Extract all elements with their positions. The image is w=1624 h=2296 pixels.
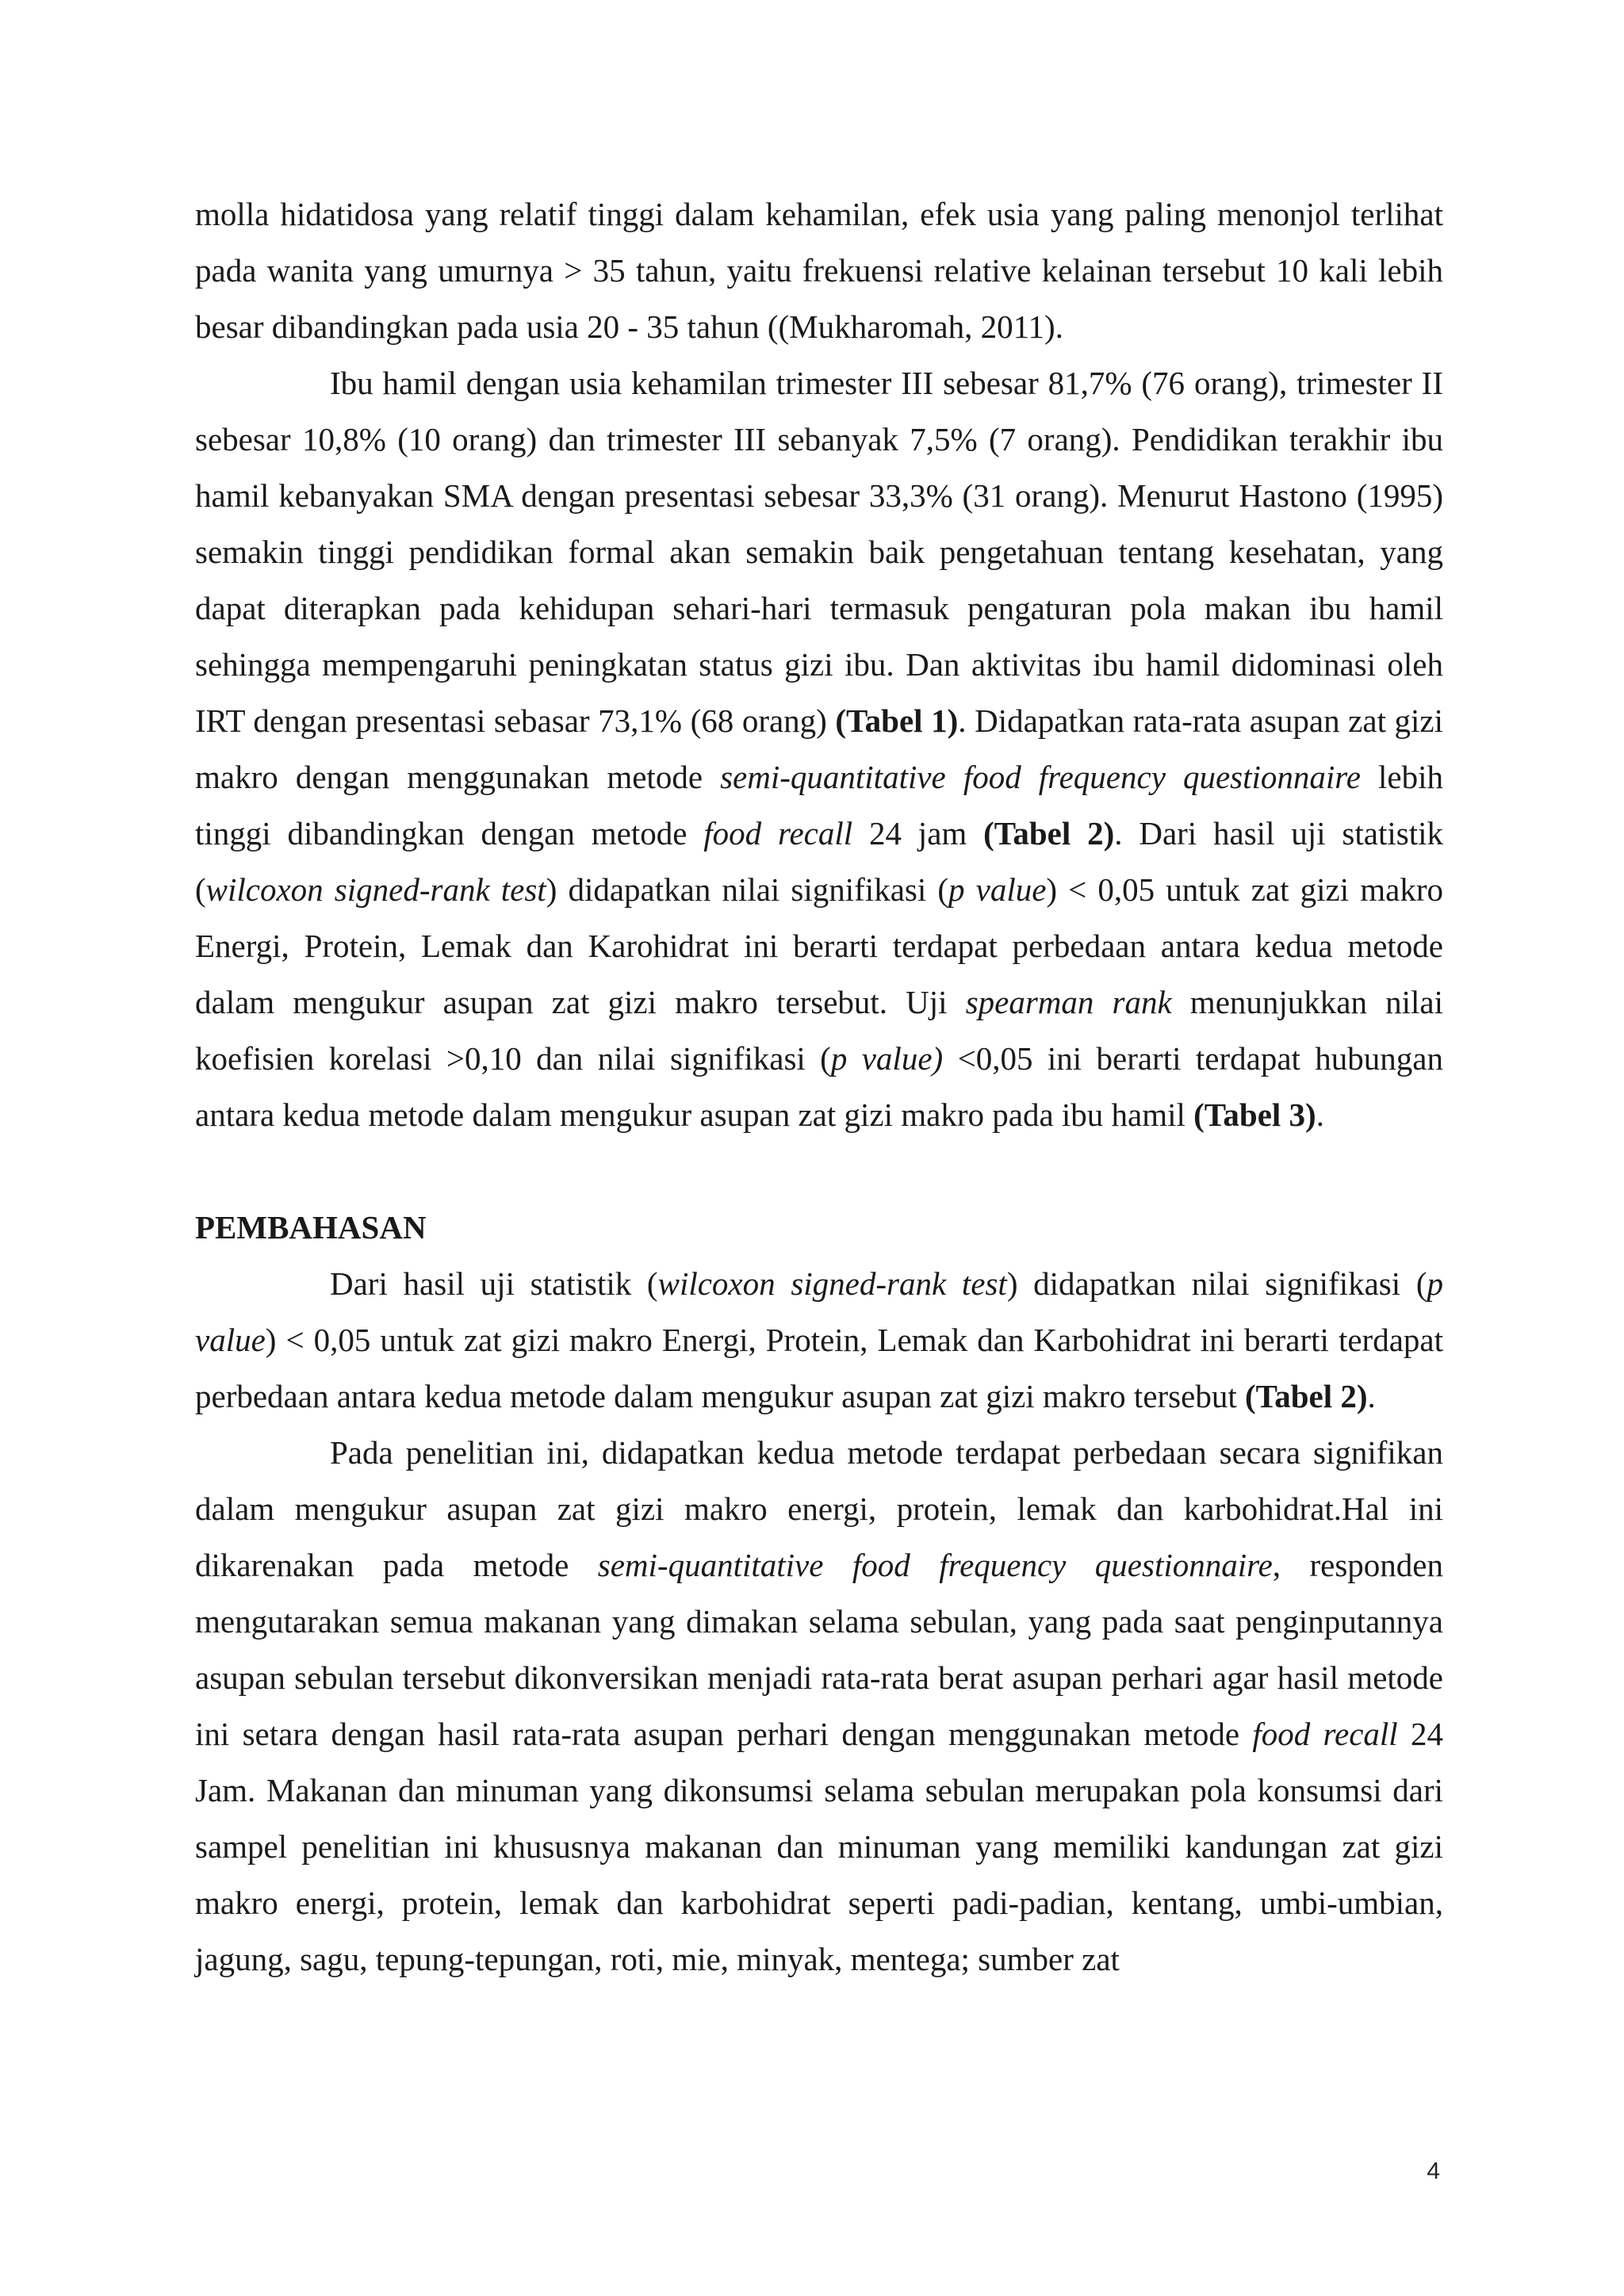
text-run: Ibu hamil dengan usia kehamilan trimester III sebesar 81,7% (76 orang), trimester II sebesar 10,8% (10 orang) dan trimester III sebanyak 7,5% (7 orang). Pendidikan terakhir ibu hamil kebanyakan SMA dengan presentasi sebesar 33,3% (31 orang). Menurut Hastono (1995) semakin tinggi pendidikan formal akan semakin baik pengetahuan tentang kesehatan, yang dapat diterapkan pada kehidupan sehari-hari termasuk pengaturan pola makan ibu hamil sehingga mempengaruhi peningkatan status gizi ibu. Dan aktivitas ibu hamil didominasi oleh IRT dengan presentasi sebasar 73,1% (68 orang) xyxy=(195,365,1443,739)
paragraph-discussion-2 xyxy=(195,1425,1443,1988)
text-run: Dari hasil uji statistik ( xyxy=(330,1265,658,1302)
text-run: ) didapatkan nilai signifikasi ( xyxy=(546,871,949,908)
text-run: ) < 0,05 untuk zat gizi makro Energi, Protein, Lemak dan Karbohidrat ini berarti terdapat perbedaan antara kedua metode dalam mengukur asupan zat gizi makro tersebut xyxy=(195,1322,1443,1414)
text-run: ) didapatkan nilai signifikasi ( xyxy=(1006,1265,1427,1302)
text-run: . xyxy=(1367,1378,1376,1414)
page-body xyxy=(195,186,1443,1988)
table-reference: (Tabel 1) xyxy=(835,702,959,739)
text-run: Pada penelitian ini, didapatkan kedua metode terdapat perbedaan secara signifikan dalam mengukur asupan zat gizi makro energi, protein, lemak dan karbohidrat.Hal ini dikarenakan pada metode xyxy=(195,1434,1443,1583)
italic-term: food recall xyxy=(1252,1716,1398,1752)
italic-term: p value xyxy=(948,871,1047,908)
paragraph-intro-continuation xyxy=(195,186,1443,355)
page-number: 4 xyxy=(1427,2158,1440,2184)
text-run: . Didapatkan rata-rata asupan zat gizi makro dengan menggunakan metode xyxy=(195,702,1444,795)
italic-term: spearman rank xyxy=(965,984,1172,1020)
italic-term: wilcoxon signed-rank test xyxy=(657,1265,1007,1302)
italic-term: semi-quantitative food frequency questionnaire xyxy=(597,1547,1273,1583)
text-run: menunjukkan nilai koefisien korelasi >0,10 dan nilai signifikasi ( xyxy=(195,984,1443,1077)
text-run: <0,05 ini berarti terdapat hubungan antara kedua metode dalam mengukur asupan zat gizi makro pada ibu hamil xyxy=(195,1040,1443,1133)
text-run: lebih tinggi dibandingkan dengan metode xyxy=(195,759,1443,851)
text-run: 24 jam xyxy=(852,815,984,851)
text-run: molla hidatidosa yang relatif tinggi dalam kehamilan, efek usia yang paling menonjol terlihat pada wanita yang umurnya > 35 tahun, yaitu frekuensi relative kelainan tersebut 10 kali lebih besar dibandingkan pada usia 20 - 35 tahun ((Mukharomah, 2011). xyxy=(195,196,1443,345)
text-run: . Dari hasil uji statistik ( xyxy=(195,815,1443,908)
section-heading: PEMBAHASAN xyxy=(195,1209,427,1246)
italic-term: semi-quantitative food frequency questionnaire xyxy=(720,759,1361,795)
table-reference: (Tabel 3) xyxy=(1193,1096,1316,1133)
italic-term: p value xyxy=(195,1265,1443,1358)
paragraph-results xyxy=(195,355,1443,1143)
text-run: , responden mengutarakan semua makanan yang dimakan selama sebulan, yang pada saat penginputannya asupan sebulan tersebut dikonversikan menjadi rata-rata berat asupan perhari agar hasil metode ini setara dengan hasil rata-rata asupan perhari dengan menggunakan metode xyxy=(195,1547,1443,1752)
italic-term: p value) xyxy=(830,1040,944,1077)
text-run: 24 Jam. Makanan dan minuman yang dikonsumsi selama sebulan merupakan pola konsumsi dari sampel penelitian ini khususnya makanan dan minuman yang memiliki kandungan zat gizi makro energi, protein, lemak dan karbohidrat seperti padi-padian, kentang, umbi-umbian, jagung, sagu, tepung-tepungan, roti, mie, minyak, mentega; sumber zat xyxy=(195,1716,1443,1977)
text-run: ) < 0,05 untuk zat gizi makro Energi, Protein, Lemak dan Karohidrat ini berarti terdapat perbedaan antara kedua metode dalam mengukur asupan zat gizi makro tersebut. Uji xyxy=(195,871,1443,1020)
italic-term: wilcoxon signed-rank test xyxy=(205,871,546,908)
italic-term: food recall xyxy=(703,815,853,851)
table-reference: (Tabel 2) xyxy=(983,815,1115,851)
paragraph-discussion-1 xyxy=(195,1256,1443,1425)
table-reference: (Tabel 2) xyxy=(1244,1378,1368,1414)
text-run: . xyxy=(1316,1096,1324,1133)
